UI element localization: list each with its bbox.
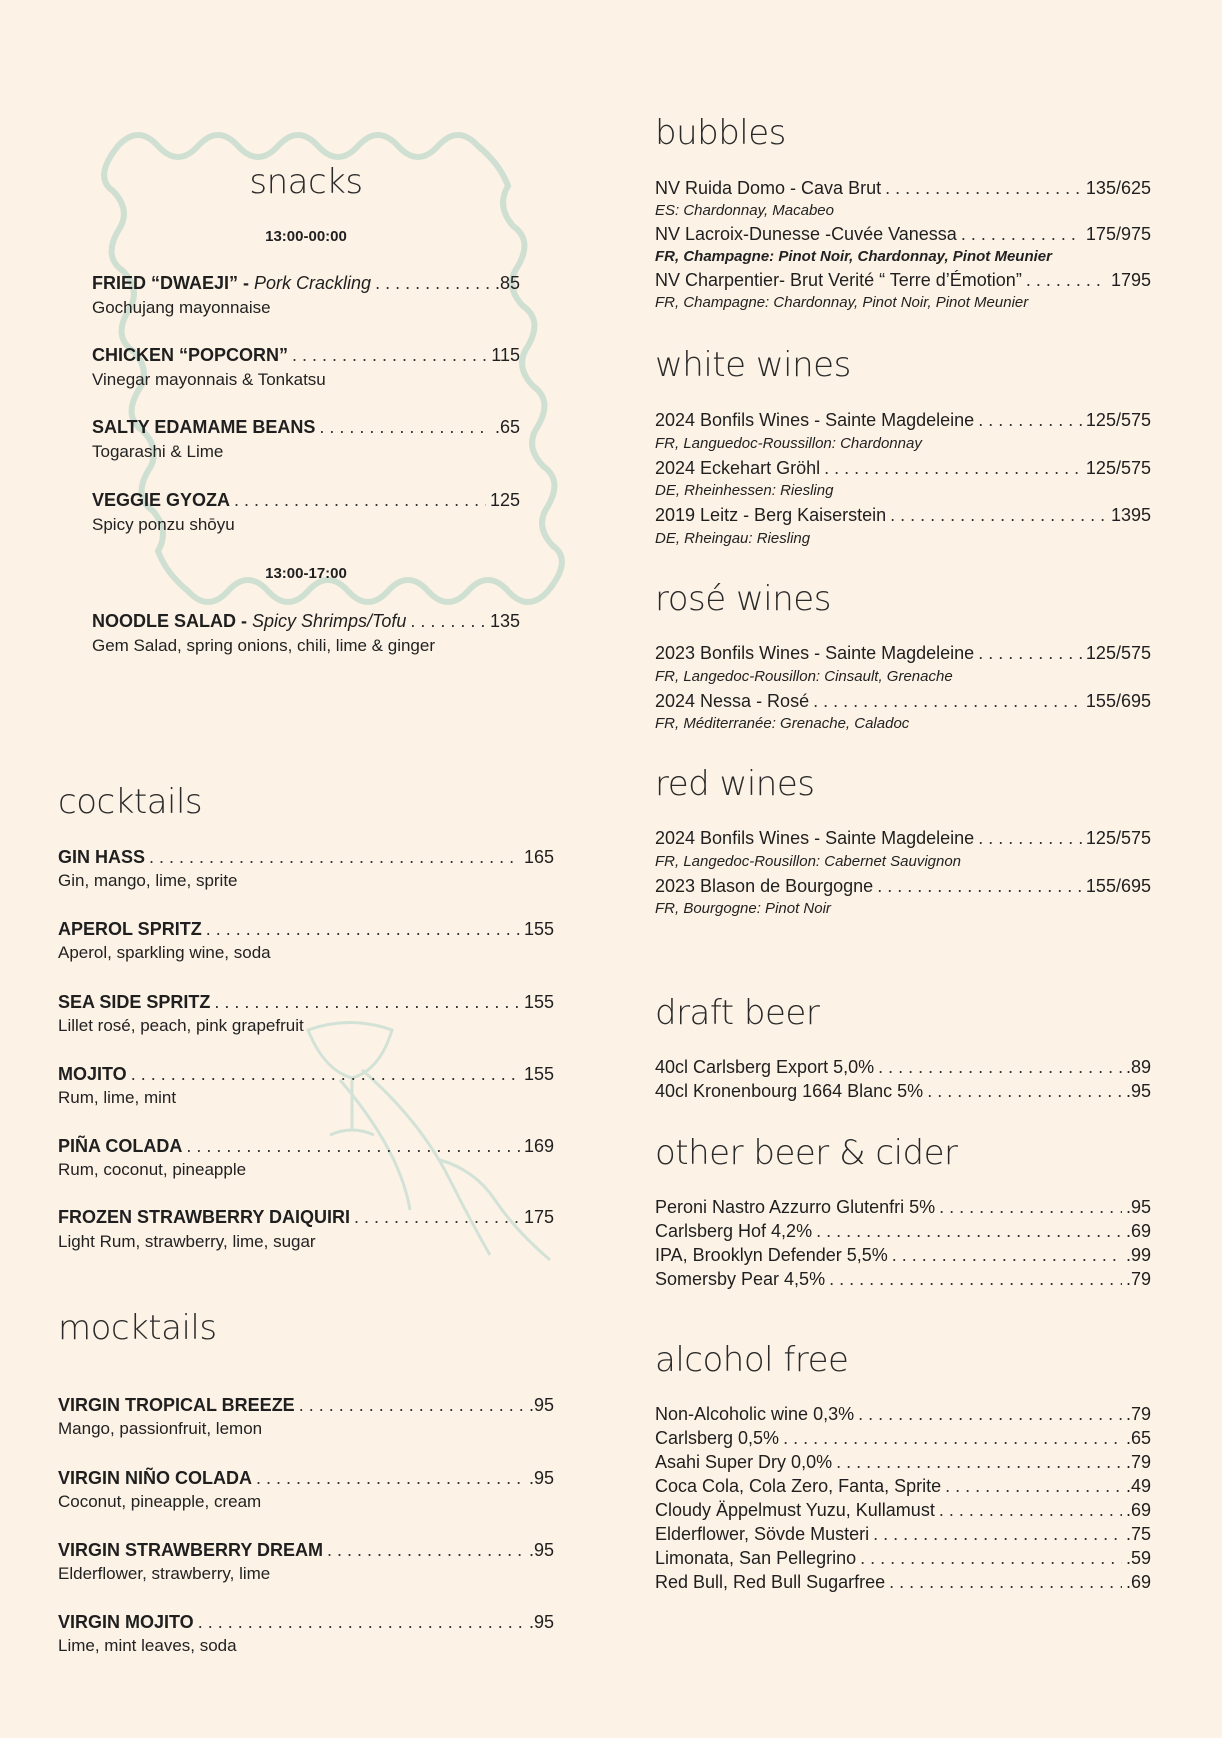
menu-item-line (92, 489, 520, 511)
leader-dots (978, 827, 1082, 849)
menu-item-line (655, 1475, 1151, 1497)
item-price: .69 (1125, 1221, 1151, 1241)
leader-dots (234, 489, 486, 511)
menu-item-line (655, 409, 1151, 431)
menu-item-line (655, 1547, 1151, 1569)
item-price: .69 (1125, 1572, 1151, 1592)
item-description: Rum, coconut, pineapple (58, 1160, 247, 1179)
menu-item-line (58, 1063, 554, 1085)
leader-dots (131, 1063, 520, 1085)
menu-item-line (655, 1080, 1151, 1102)
leader-dots (877, 875, 1082, 897)
item-name: Asahi Super Dry 0,0% (655, 1452, 833, 1472)
leader-dots (836, 1451, 1122, 1473)
item-name: NV Charpentier- Brut Verité “ Terre d’Émotion” (655, 270, 1022, 290)
item-price: .85 (494, 273, 520, 293)
item-name: FROZEN STRAWBERRY DAIQUIRI (58, 1207, 351, 1227)
leader-dots (927, 1080, 1122, 1102)
item-price: 125 (489, 490, 520, 510)
menu-item-line (655, 177, 1151, 199)
item-name: Red Bull, Red Bull Sugarfree (655, 1572, 886, 1592)
item-description: Aperol, sparkling wine, soda (58, 943, 271, 962)
menu-item-line (58, 1394, 554, 1416)
item-name: Peroni Nastro Azzurro Glutenfri 5% (655, 1197, 936, 1217)
leader-dots (858, 1403, 1122, 1425)
leader-dots (299, 1394, 525, 1416)
leader-dots (206, 918, 520, 940)
menu-item-line (655, 690, 1151, 712)
menu-item-line (58, 1135, 554, 1157)
menu-item-line (655, 457, 1151, 479)
item-price: .65 (494, 417, 520, 437)
item-name: NOODLE SALAD - Spicy Shrimps/Tofu (92, 611, 407, 631)
item-description: Spicy ponzu shōyu (92, 515, 235, 534)
item-description: Togarashi & Lime (92, 442, 224, 461)
item-price: 135/625 (1085, 178, 1151, 198)
item-name: 2019 Leitz - Berg Kaiserstein (655, 505, 887, 525)
menu-item-line (655, 1499, 1151, 1521)
menu-item-line (58, 1206, 554, 1228)
menu-item-line (58, 1611, 554, 1633)
item-name: Somersby Pear 4,5% (655, 1269, 826, 1289)
menu-item-line (655, 1220, 1151, 1242)
item-description: Lillet rosé, peach, pink grapefruit (58, 1016, 304, 1035)
leader-dots (889, 1571, 1122, 1593)
leader-dots (885, 177, 1082, 199)
item-price: .95 (528, 1612, 554, 1632)
menu-item-line (655, 1427, 1151, 1449)
leader-dots (978, 642, 1082, 664)
item-name: APEROL SPRITZ (58, 919, 202, 939)
item-name: 2024 Bonfils Wines - Sainte Magdeleine (655, 410, 975, 430)
item-price: .95 (528, 1395, 554, 1415)
leader-dots (939, 1196, 1122, 1218)
leader-dots (149, 846, 520, 868)
menu-item-line (655, 1571, 1151, 1593)
leader-dots (816, 1220, 1122, 1242)
menu-item-line (92, 344, 520, 366)
item-name: Non-Alcoholic wine 0,3% (655, 1404, 855, 1424)
item-name: Limonata, San Pellegrino (655, 1548, 857, 1568)
item-price: 125/575 (1085, 458, 1151, 478)
item-price: .49 (1125, 1476, 1151, 1496)
item-price: .59 (1125, 1548, 1151, 1568)
leader-dots (214, 991, 520, 1013)
item-price: 155/695 (1085, 691, 1151, 711)
leader-dots (783, 1427, 1122, 1449)
item-name: 2023 Bonfils Wines - Sainte Magdeleine (655, 643, 975, 663)
item-name: VIRGIN STRAWBERRY DREAM (58, 1540, 324, 1560)
leader-dots (878, 1056, 1122, 1078)
menu-item-line (655, 1268, 1151, 1290)
item-name: Carlsberg 0,5% (655, 1428, 780, 1448)
other-beer-title: other beer & cider (655, 1133, 958, 1173)
menu-item-line (58, 846, 554, 868)
item-description: Light Rum, strawberry, lime, sugar (58, 1232, 316, 1251)
item-name: 40cl Kronenbourg 1664 Blanc 5% (655, 1081, 924, 1101)
item-price: .79 (1125, 1404, 1151, 1424)
leader-dots (186, 1135, 520, 1157)
leader-dots (813, 690, 1082, 712)
item-price: 155/695 (1085, 876, 1151, 896)
item-description: Gin, mango, lime, sprite (58, 871, 238, 890)
leader-dots (354, 1206, 520, 1228)
item-price: .79 (1125, 1452, 1151, 1472)
item-name: 2024 Eckehart Gröhl (655, 458, 821, 478)
item-description: Vinegar mayonnais & Tonkatsu (92, 370, 326, 389)
item-price: 1395 (1110, 505, 1151, 525)
item-description: DE, Rheinhessen: Riesling (655, 482, 834, 499)
item-price: 175/975 (1085, 224, 1151, 244)
item-price: 155 (523, 1064, 554, 1084)
item-price: .95 (1125, 1081, 1151, 1101)
draft-beer-title: draft beer (655, 993, 820, 1033)
item-price: .95 (528, 1540, 554, 1560)
item-name: Carlsberg Hof 4,2% (655, 1221, 813, 1241)
leader-dots (375, 272, 491, 294)
snacks-title: snacks (249, 162, 363, 202)
item-price: 135 (489, 611, 520, 631)
item-name: CHICKEN “POPCORN” (92, 345, 289, 365)
item-description: Lime, mint leaves, soda (58, 1636, 237, 1655)
menu-item-line (58, 1539, 554, 1561)
leader-dots (256, 1467, 525, 1489)
item-description: FR, Languedoc-Roussillon: Chardonnay (655, 435, 922, 452)
item-price: 115 (491, 345, 520, 365)
item-name: SALTY EDAMAME BEANS (92, 417, 316, 437)
leader-dots (873, 1523, 1122, 1545)
leader-dots (961, 223, 1082, 245)
item-price: .65 (1125, 1428, 1151, 1448)
snacks-time-1: 13:00-00:00 (265, 228, 347, 245)
rose-wines-title: rosé wines (655, 579, 831, 619)
item-description: FR, Langedoc-Rousillon: Cabernet Sauvignon (655, 853, 962, 870)
item-price: 165 (523, 847, 554, 867)
item-name: NV Lacroix-Dunesse -Cuvée Vanessa (655, 224, 957, 244)
item-price: 125/575 (1085, 410, 1151, 430)
item-price: .95 (1125, 1197, 1151, 1217)
menu-item-line (655, 642, 1151, 664)
item-price: 169 (523, 1136, 554, 1156)
menu-item-line (655, 1523, 1151, 1545)
leader-dots (829, 1268, 1122, 1290)
item-price: .69 (1125, 1500, 1151, 1520)
menu-item-line (655, 1056, 1151, 1078)
item-price: .89 (1125, 1057, 1151, 1077)
leader-dots (292, 344, 487, 366)
red-wines-title: red wines (655, 764, 815, 804)
item-name: SEA SIDE SPRITZ (58, 992, 211, 1012)
leader-dots (198, 1611, 525, 1633)
menu-item-line (655, 1244, 1151, 1266)
item-price: 175 (523, 1207, 554, 1227)
item-description: Coconut, pineapple, cream (58, 1492, 262, 1511)
menu-item-line (58, 1467, 554, 1489)
item-description: FR, Bourgogne: Pinot Noir (655, 900, 831, 917)
leader-dots (860, 1547, 1122, 1569)
menu-item-line (655, 1451, 1151, 1473)
item-description: Mango, passionfruit, lemon (58, 1419, 263, 1438)
item-description: FR, Champagne: Pinot Noir, Chardonnay, Pinot Meunier (655, 248, 1052, 265)
menu-item-line (655, 504, 1151, 526)
item-description: Elderflower, strawberry, lime (58, 1564, 271, 1583)
menu-item-line (92, 610, 520, 632)
item-description: Rum, lime, mint (58, 1088, 177, 1107)
leader-dots (945, 1475, 1122, 1497)
item-name: Cloudy Äppelmust Yuzu, Kullamust (655, 1500, 935, 1520)
menu-item-line (58, 918, 554, 940)
menu-item-line (92, 272, 520, 294)
white-wines-title: white wines (655, 345, 851, 385)
item-price: 155 (523, 992, 554, 1012)
item-price: 1795 (1110, 270, 1151, 290)
item-name: Elderflower, Sövde Musteri (655, 1524, 870, 1544)
item-description: FR, Champagne: Chardonnay, Pinot Noir, Pinot Meunier (655, 294, 1029, 311)
item-name: VEGGIE GYOZA (92, 490, 231, 510)
item-price: .79 (1125, 1269, 1151, 1289)
item-description: Gem Salad, spring onions, chili, lime & ginger (92, 636, 435, 655)
leader-dots (890, 504, 1107, 526)
item-price: .95 (528, 1468, 554, 1488)
leader-dots (327, 1539, 525, 1561)
item-description: FR, Langedoc-Rousillon: Cinsault, Grenache (655, 668, 953, 685)
leader-dots (824, 457, 1082, 479)
item-name: MOJITO (58, 1064, 127, 1084)
item-name: FRIED “DWAEJI” - Pork Crackling (92, 273, 372, 293)
leader-dots (939, 1499, 1122, 1521)
item-description: FR, Méditerranée: Grenache, Caladoc (655, 715, 910, 732)
menu-item-line (655, 269, 1151, 291)
item-price: 125/575 (1085, 828, 1151, 848)
item-name: VIRGIN MOJITO (58, 1612, 194, 1632)
item-price: .99 (1125, 1245, 1151, 1265)
item-price: .75 (1125, 1524, 1151, 1544)
item-price: 155 (523, 919, 554, 939)
leader-dots (1026, 269, 1107, 291)
item-name: 2023 Blason de Bourgogne (655, 876, 874, 896)
mocktails-title: mocktails (58, 1308, 217, 1348)
leader-dots (978, 409, 1082, 431)
menu-item-line (655, 1403, 1151, 1425)
item-name: GIN HASS (58, 847, 146, 867)
item-name: Coca Cola, Cola Zero, Fanta, Sprite (655, 1476, 942, 1496)
item-name: 40cl Carlsberg Export 5,0% (655, 1057, 875, 1077)
alcohol-free-title: alcohol free (655, 1340, 849, 1380)
item-name: PIÑA COLADA (58, 1136, 183, 1156)
menu-item-line (92, 416, 520, 438)
menu-item-line (58, 991, 554, 1013)
item-description: Gochujang mayonnaise (92, 298, 271, 317)
menu-item-line (655, 1196, 1151, 1218)
leader-dots (410, 610, 486, 632)
leader-dots (892, 1244, 1122, 1266)
item-description: DE, Rheingau: Riesling (655, 530, 811, 547)
item-name: VIRGIN TROPICAL BREEZE (58, 1395, 295, 1415)
item-price: 125/575 (1085, 643, 1151, 663)
item-name: 2024 Nessa - Rosé (655, 691, 810, 711)
menu-item-line (655, 875, 1151, 897)
cocktails-title: cocktails (58, 782, 203, 822)
item-description: ES: Chardonnay, Macabeo (655, 202, 834, 219)
item-name: VIRGIN NIÑO COLADA (58, 1468, 253, 1488)
item-name: NV Ruida Domo - Cava Brut (655, 178, 882, 198)
menu-item-line (655, 827, 1151, 849)
leader-dots (319, 416, 491, 438)
snacks-time-2: 13:00-17:00 (265, 565, 347, 582)
menu-item-line (655, 223, 1151, 245)
item-name: IPA, Brooklyn Defender 5,5% (655, 1245, 888, 1265)
item-name: 2024 Bonfils Wines - Sainte Magdeleine (655, 828, 975, 848)
bubbles-title: bubbles (655, 113, 786, 153)
